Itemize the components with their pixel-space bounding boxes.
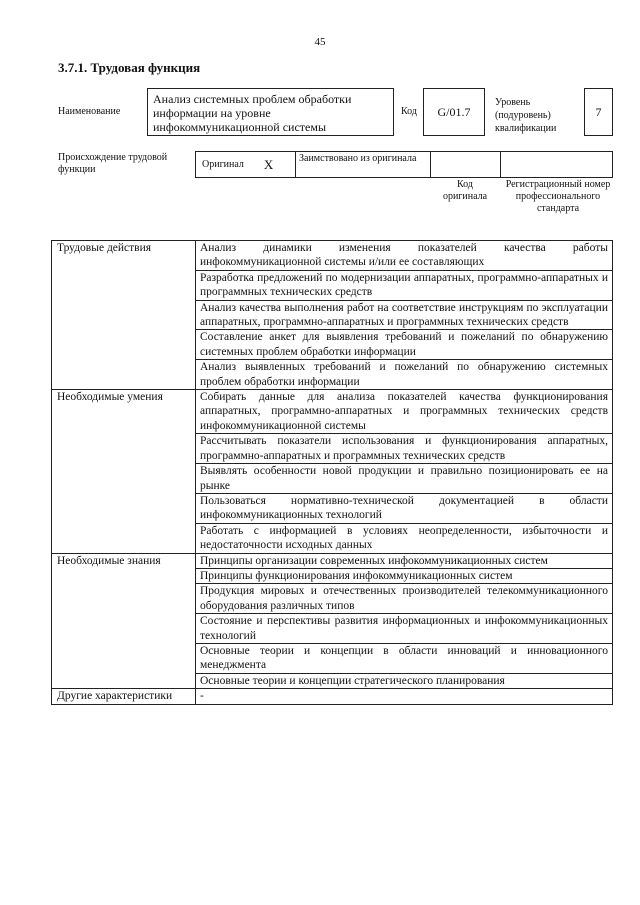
borrowed-label: Заимствовано из оригинала <box>296 152 431 177</box>
table-cell: Составление анкет для выявления требований и пожеланий по обнаружению системных проблем обработки информации <box>196 330 613 360</box>
table-cell: Принципы организации современных инфокоммуникационных систем <box>196 553 613 568</box>
table-cell: - <box>196 689 613 704</box>
table-cell: Работать с информацией в условиях неопределенности, избыточности и недостаточности исходных данных <box>196 523 613 553</box>
name-label: Наименование <box>58 106 121 117</box>
table-cell: Пользоваться нормативно-технической документацией в области инфокоммуникационных технологий <box>196 493 613 523</box>
original-cell <box>196 152 296 177</box>
table-cell: Анализ качества выполнения работ на соответствие инструкциям по эксплуатации аппаратных, программно-аппаратных и программных технических средств <box>196 300 613 330</box>
other-label: Другие характеристики <box>52 689 196 704</box>
reg-number-cell <box>501 152 612 177</box>
table-row <box>52 241 613 271</box>
code-caption-text: Код оригинала <box>442 179 488 202</box>
section-title: 3.7.1. Трудовая функция <box>58 60 201 75</box>
origin-box <box>195 151 613 178</box>
original-code-cell <box>431 152 501 177</box>
level-label-text: Уровень (подуровень) квалификации <box>495 97 557 134</box>
table-cell: Состояние и перспективы развития информационных и инфокоммуникационных технологий <box>196 614 613 644</box>
table-cell: Анализ динамики изменения показателей качества работы инфокоммуникационной системы и/или ее составляющих <box>196 241 613 271</box>
level-value: 7 <box>584 88 613 136</box>
table-row <box>52 553 613 568</box>
function-table <box>51 240 613 705</box>
table-cell: Анализ выявленных требований и пожеланий по обнаружению системных проблем обработки информации <box>196 360 613 390</box>
page-number: 45 <box>314 36 326 48</box>
table-cell: Основные теории и концепции в области инноваций и инновационного менеджмента <box>196 643 613 673</box>
table-cell: Продукция мировых и отечественных производителей телекоммуникационного оборудования различных типов <box>196 584 613 614</box>
table-cell: Разработка предложений по модернизации аппаратных, программно-аппаратных и программных технических средств <box>196 270 613 300</box>
labor-actions-label: Трудовые действия <box>52 241 196 390</box>
function-name-value: Анализ системных проблем обработки информации на уровне инфокоммуникационной системы <box>147 88 394 136</box>
table-cell: Выявлять особенности новой продукции и правильно позиционировать ее на рынке <box>196 464 613 494</box>
table-cell: Принципы функционирования инфокоммуникационных систем <box>196 568 613 583</box>
level-label <box>495 96 565 135</box>
table-row <box>52 689 613 704</box>
function-code-value: G/01.7 <box>423 88 485 136</box>
table-row <box>52 390 613 434</box>
original-mark: X <box>263 156 274 172</box>
table-cell: Собирать данные для анализа показателей качества функционирования аппаратных, программно-аппаратных и программных технических средств инфокоммуникационной системы <box>196 390 613 434</box>
origin-label: Происхождение трудовой функции <box>58 152 168 175</box>
code-label: Код <box>401 106 417 117</box>
reg-caption: Регистрационный номер профессионального стандарта <box>505 179 611 214</box>
table-cell: Рассчитывать показатели использования и функционирования аппаратных, программно-аппаратных и программных технических средств <box>196 434 613 464</box>
knowledge-label: Необходимые знания <box>52 553 196 689</box>
table-cell: Основные теории и концепции стратегического планирования <box>196 673 613 688</box>
code-caption <box>430 179 500 203</box>
original-label: Оригинал <box>202 159 244 170</box>
skills-label: Необходимые умения <box>52 390 196 553</box>
